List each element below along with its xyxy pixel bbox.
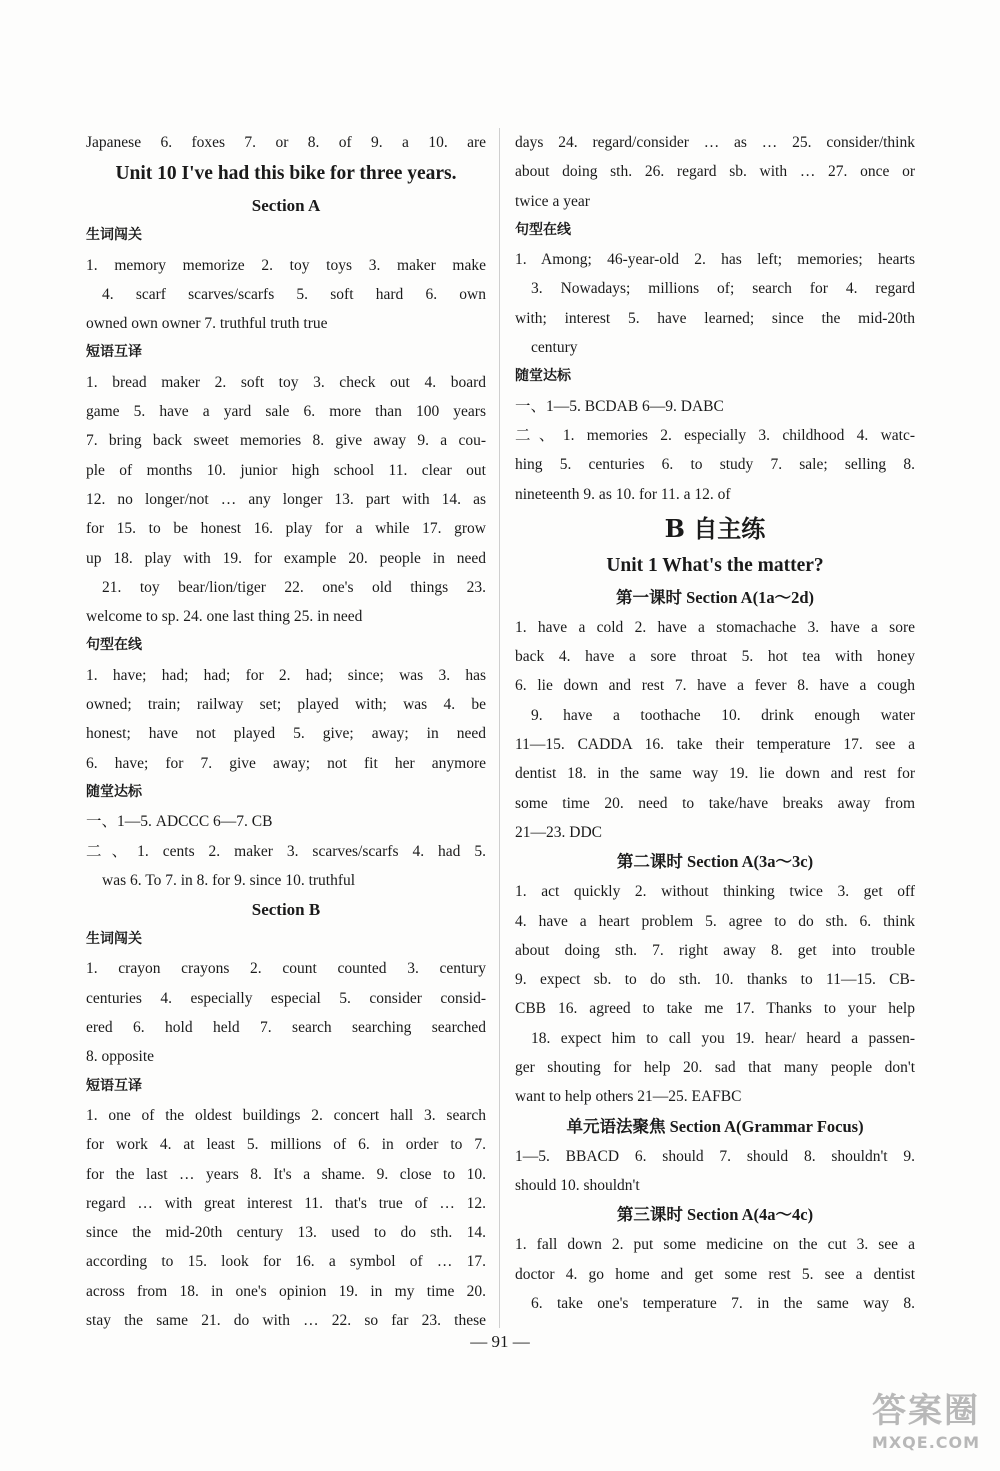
lesson-title: 第一课时 Section A(1a～2d)	[616, 587, 814, 607]
answer-line: Japanese 6. foxes 7. or 8. of 9. a 10. are	[86, 134, 486, 151]
answer-line: 1. have a cold 2. have a stomachache 3. have a sore	[515, 618, 915, 636]
answer-line: 18. expect him to call you 19. hear/ heard a passen-	[531, 1029, 915, 1047]
answer-line: back 4. have a sore throat 5. hot tea with honey	[515, 648, 915, 666]
answer-line: 一、1—5. ADCCC 6—7. CB	[86, 813, 273, 831]
answer-line: across from 18. in one's opinion 19. in my time 20.	[86, 1282, 486, 1300]
answer-line: 6. take one's temperature 7. in the same way 8.	[531, 1294, 915, 1312]
answer-line: stay the same 21. do with … 22. so far 23. these	[86, 1311, 486, 1329]
answer-line: 1. crayon crayons 2. count counted 3. century	[86, 960, 486, 978]
answer-line: 21. toy bear/lion/tiger 22. one's old things 23.	[102, 578, 486, 596]
answer-line: ered 6. hold held 7. search searching searched	[86, 1019, 486, 1037]
answer-line: 21—23. DDC	[515, 823, 602, 841]
answer-line: honest; have not played 5. give; away; in need	[86, 725, 486, 743]
answer-line: 12. no longer/not … any longer 13. part with 14. as	[86, 490, 486, 508]
answer-line: 1. fall down 2. put some medicine on the cut 3. see a	[515, 1236, 915, 1254]
section-label: 生词闯关	[86, 227, 142, 244]
answer-line: century	[531, 339, 578, 357]
answer-line: 1. bread maker 2. soft toy 3. check out 4. board	[86, 373, 486, 391]
answer-line: for the last … years 8. It's a shame. 9. close to 10.	[86, 1165, 486, 1183]
section-label: 句型在线	[515, 221, 571, 238]
answer-line: 1. act quickly 2. without thinking twice 3. get off	[515, 883, 915, 901]
section-label: 生词闯关	[86, 931, 142, 948]
answer-line: since the mid-20th century 13. used to do sth. 14.	[86, 1224, 486, 1242]
answer-line: 1. one of the oldest buildings 2. concert hall 3. search	[86, 1106, 486, 1124]
answer-line: ple of months 10. junior high school 11. clear out	[86, 461, 486, 479]
answer-line: twice a year	[515, 192, 590, 210]
answer-line: 4. have a heart problem 5. agree to do sth. 6. think	[515, 912, 915, 930]
answer-line: nineteenth 9. as 10. for 11. a 12. of	[515, 485, 731, 503]
answer-line: 二、1. cents 2. maker 3. scarves/scarfs 4. had 5.	[86, 842, 486, 860]
answer-line: 1. Among; 46-year-old 2. has left; memories; hearts	[515, 251, 915, 269]
answer-line: days 24. regard/consider … as … 25. consider/think	[515, 134, 915, 151]
answer-line: 4. scarf scarves/scarfs 5. soft hard 6. own	[102, 285, 486, 303]
watermark-logo	[870, 1389, 982, 1459]
answer-line: want to help others 21—25. EAFBC	[515, 1088, 742, 1106]
answer-line: 8. opposite	[86, 1048, 155, 1066]
answer-line: 6. lie down and rest 7. have a fever 8. have a cough	[515, 677, 915, 695]
answer-line: 1. memory memorize 2. toy toys 3. maker make	[86, 256, 486, 274]
column-divider	[499, 128, 500, 1328]
answer-line: 3. Nowadays; millions of; search for 4. regard	[531, 280, 915, 298]
section-label: 随堂达标	[86, 783, 142, 800]
left-column	[86, 128, 486, 1335]
answer-line: doctor 4. go home and get some rest 5. see a dentist	[515, 1265, 915, 1283]
answer-line: 7. bring back sweet memories 8. give away 9. a cou-	[86, 432, 486, 450]
lesson-title: 第三课时 Section A(4a～4c)	[616, 1205, 814, 1225]
answer-line: regard … with great interest 11. that's true of … 12.	[86, 1194, 486, 1212]
answer-line: 11—15. CADDA 16. take their temperature 17. see a	[515, 736, 915, 754]
answer-line: should 10. shouldn't	[515, 1176, 640, 1194]
answer-line: for 15. to be honest 16. play for a while 17. grow	[86, 520, 486, 538]
answer-line: 9. have a toothache 10. drink enough water	[531, 706, 915, 724]
watermark-title: 答案圈	[872, 1391, 980, 1431]
answer-line: for work 4. at least 5. millions of 6. in order to 7.	[86, 1136, 486, 1154]
right-column	[515, 128, 915, 1318]
answer-line: owned own owner 7. truthful truth true	[86, 315, 328, 333]
answer-line: up 18. play with 19. for example 20. people in need	[86, 549, 486, 567]
section-label: 句型在线	[86, 637, 142, 654]
unit-title: Unit 1 What's the matter?	[606, 554, 824, 576]
watermark-url: MXQE.COM	[871, 1433, 981, 1452]
unit-title: Unit 10 I've had this bike for three years.	[115, 163, 457, 185]
answer-line: game 5. have a yard sale 6. more than 100 years	[86, 403, 486, 421]
answer-line: 9. expect sb. to do sth. 10. thanks to 11—15. CB-	[515, 971, 915, 989]
section-title: Section A	[251, 196, 321, 216]
answer-line: welcome to sp. 24. one last thing 25. in need	[86, 608, 363, 626]
answer-line: according to 15. look for 16. a symbol of … 17.	[86, 1253, 486, 1271]
answer-line: 1. have; had; had; for 2. had; since; was 3. has	[86, 666, 486, 684]
answer-line: centuries 4. especially especial 5. consider consid-	[86, 989, 486, 1007]
answer-line: dentist 18. in the same way 19. lie down and rest for	[515, 765, 915, 783]
answer-line: 一、1—5. BCDAB 6—9. DABC	[515, 397, 724, 415]
answer-line: with; interest 5. have learned; since the mid-20th	[515, 309, 915, 327]
section-title: Section B	[251, 900, 321, 920]
lesson-title: 单元语法聚焦 Section A(Grammar Focus)	[566, 1116, 864, 1136]
answer-line: about doing sth. 7. right away 8. get into trouble	[515, 941, 915, 959]
section-label: 短语互译	[86, 344, 142, 361]
section-label: 短语互译	[86, 1077, 142, 1094]
answer-line: owned; train; railway set; played with; was 4. be	[86, 696, 486, 714]
answer-line: CBB 16. agreed to take me 17. Thanks to your help	[515, 1000, 915, 1018]
lesson-title: 第二课时 Section A(3a～3c)	[616, 852, 814, 872]
answer-line: 6. have; for 7. give away; not fit her anymore	[86, 754, 486, 772]
answer-line: some time 20. need to take/have breaks away from	[515, 794, 915, 812]
answer-line: 1—5. BBACD 6. should 7. should 8. shouldn't 9.	[515, 1147, 915, 1165]
answer-line: 二、1. memories 2. especially 3. childhood 4. watc-	[515, 426, 915, 444]
section-label: 随堂达标	[515, 368, 571, 385]
answer-line: hing 5. centuries 6. to study 7. sale; selling 8.	[515, 456, 915, 474]
answer-line: about doing sth. 26. regard sb. with … 27. once or	[515, 163, 915, 181]
answer-line: was 6. To 7. in 8. for 9. since 10. truthful	[102, 871, 356, 889]
answer-line: ger shouting for help 20. sad that many people don't	[515, 1059, 915, 1077]
page-number: — 91 —	[470, 1332, 530, 1351]
part-title: B 自主练	[664, 513, 766, 543]
